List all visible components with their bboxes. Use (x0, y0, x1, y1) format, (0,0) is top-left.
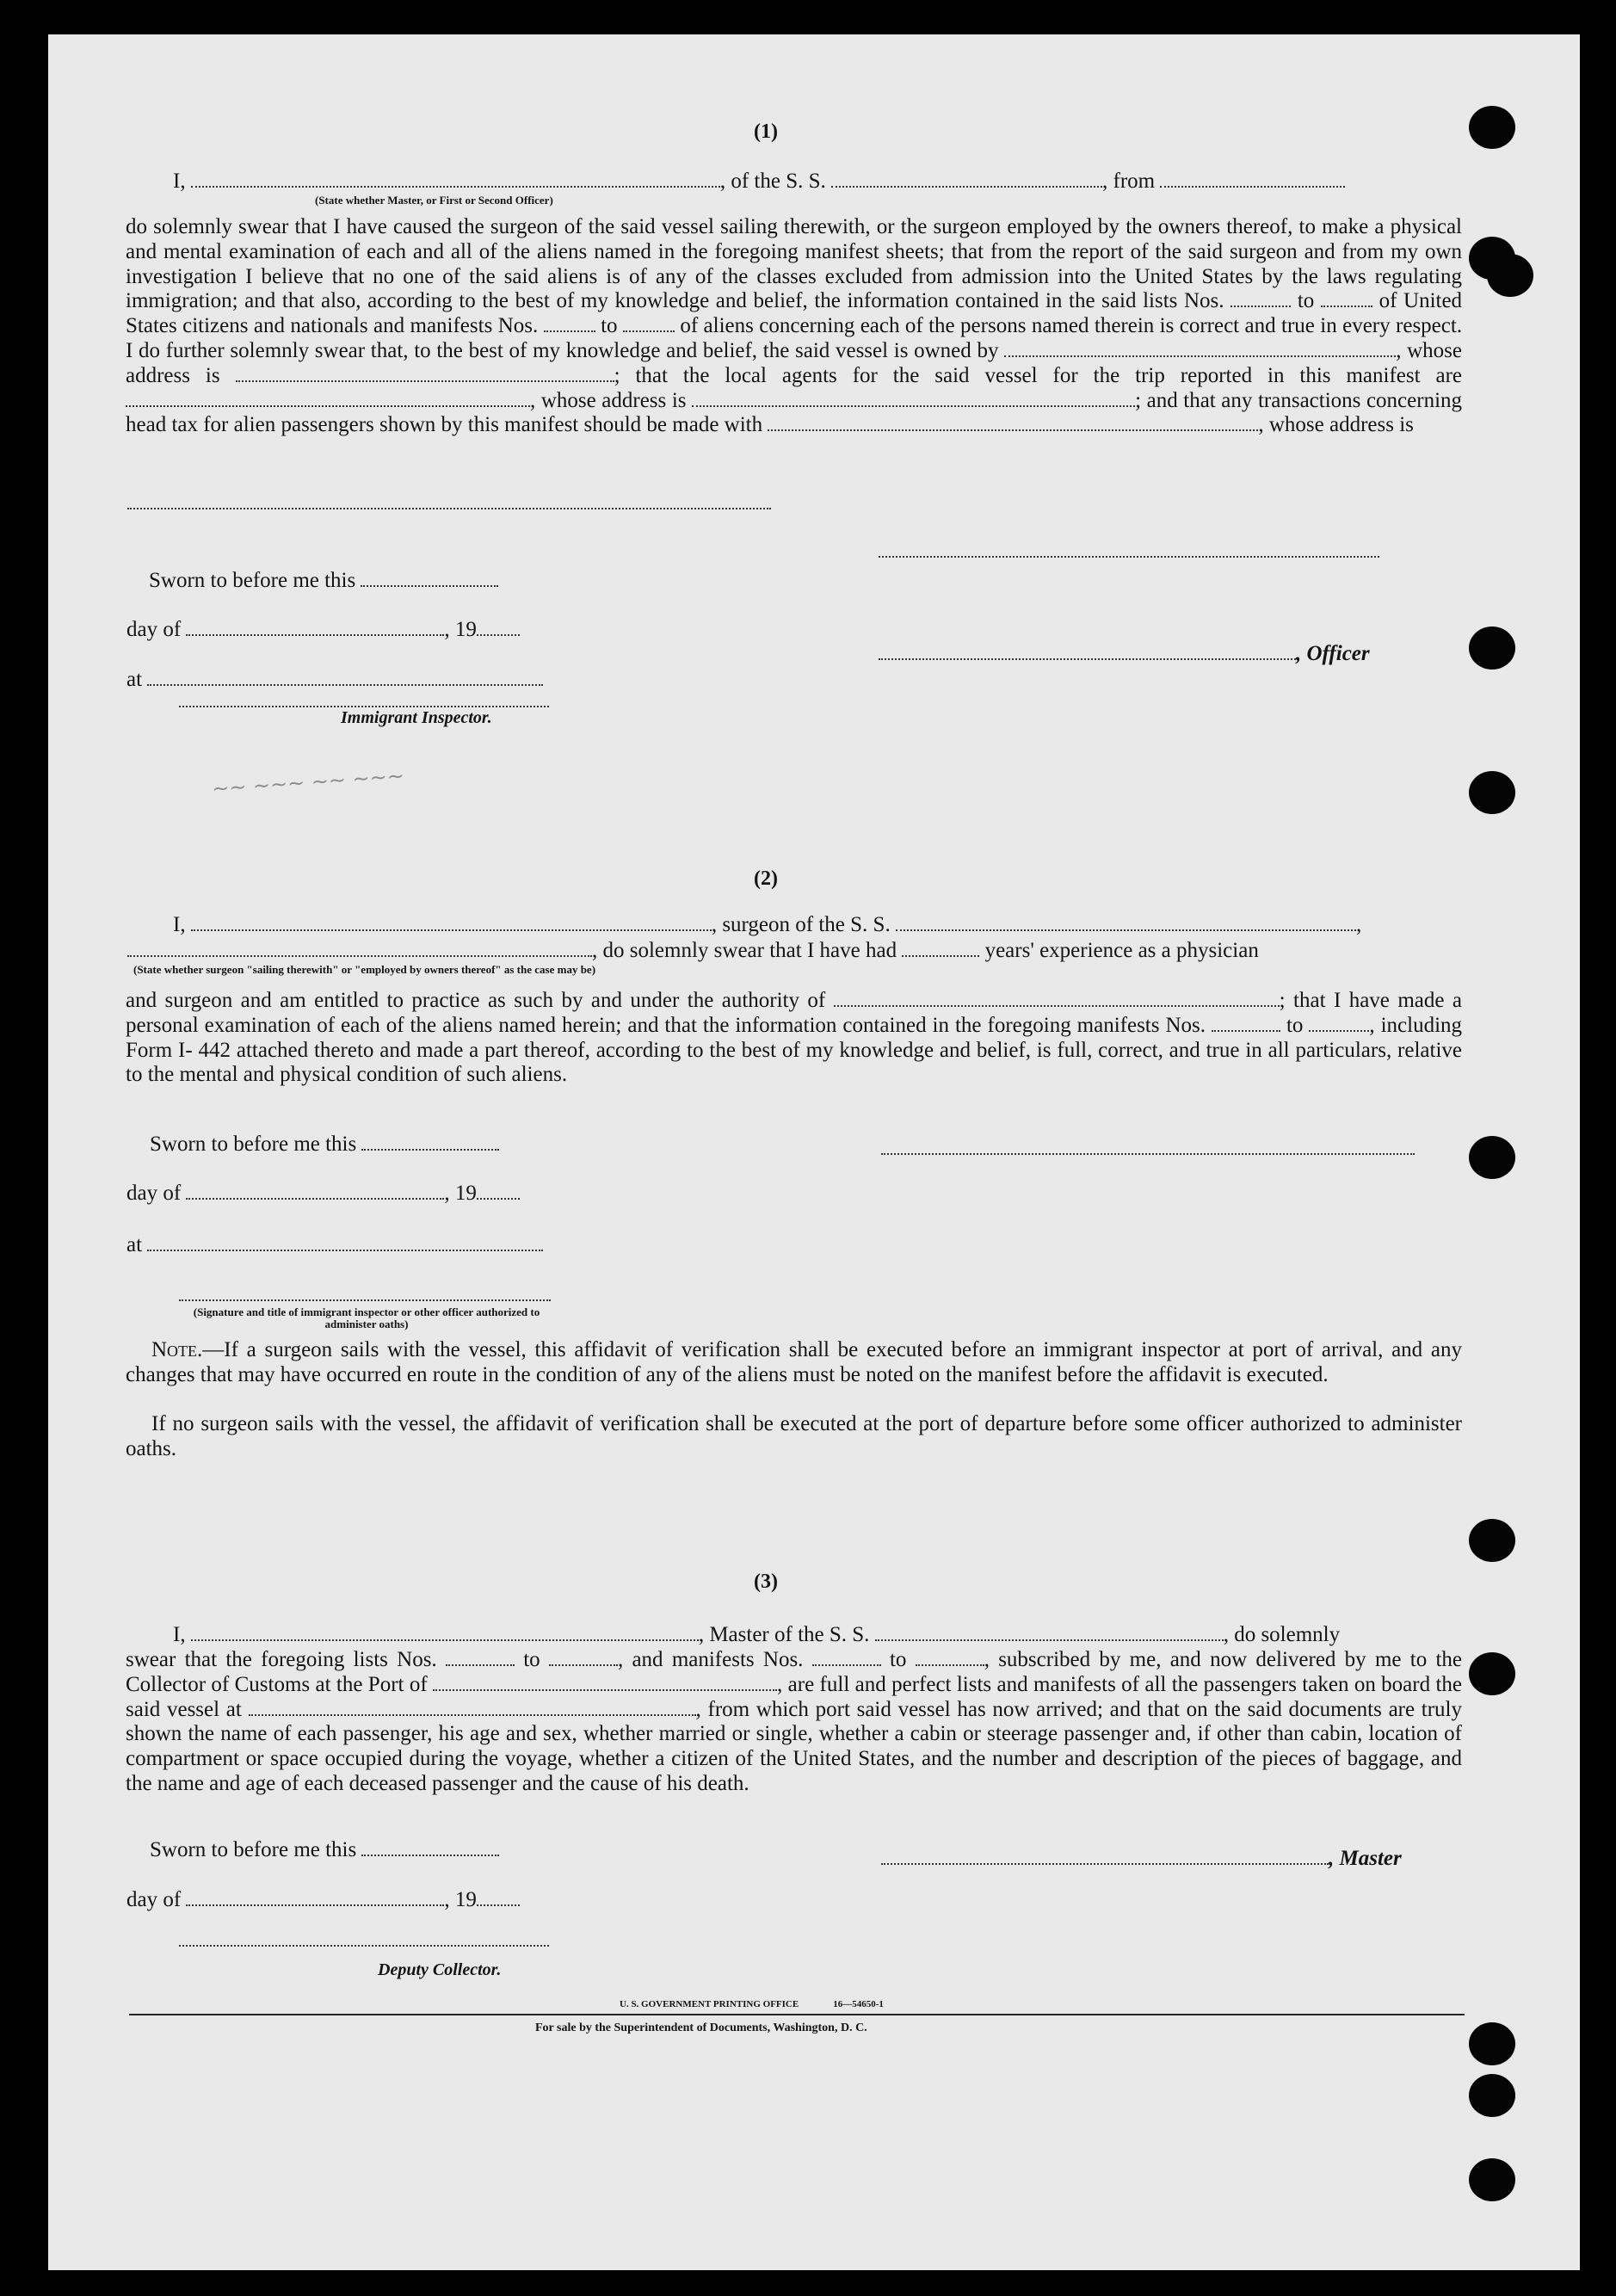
master-line: , Master (881, 1846, 1402, 1872)
punch-hole (1469, 2074, 1515, 2117)
sec1-i: I, (173, 170, 186, 193)
master-signature-field[interactable] (881, 1848, 1329, 1865)
sec1-head-tax: ; and that any transactions concerning head tax for alien (126, 388, 1463, 437)
sec1-day-field[interactable] (186, 619, 444, 636)
owner-address-field[interactable] (236, 365, 614, 382)
from-port-field[interactable] (1160, 170, 1345, 188)
section-1-number: (1) (754, 120, 778, 143)
lists-to-field[interactable] (1321, 290, 1372, 307)
sec1-sworn-date-field[interactable] (361, 570, 498, 587)
sec2-oath-line: I, , surgeon of the S. S. , (173, 913, 1362, 936)
section-3-number: (3) (754, 1571, 778, 1593)
section-2-number: (2) (754, 867, 778, 890)
gpo-imprint: U. S. GOVERNMENT PRINTING OFFICE 16—54650-1 (620, 1999, 884, 2009)
sec2-inspector-signature-field[interactable] (179, 1299, 551, 1301)
sec3-year-field[interactable] (477, 1889, 520, 1906)
deputy-signature-field[interactable] (179, 1945, 549, 1947)
surgeon-signature-field[interactable] (881, 1153, 1415, 1155)
head-tax-address-field[interactable] (127, 508, 771, 509)
deputy-label: Deputy Collector. (378, 1960, 502, 1979)
sec1-passengers: passengers shown by this manifest should be made with (281, 413, 763, 437)
sec1-year-field[interactable] (477, 619, 520, 636)
sec3-lists-to-field[interactable] (549, 1649, 618, 1666)
sec2-ship-field[interactable] (896, 914, 1356, 931)
sec1-whose-address-end: , whose address is (1258, 413, 1414, 437)
head-tax-agent-field[interactable] (768, 414, 1258, 431)
officer-hint: (State whether Master, or First or Second Officer) (315, 194, 553, 207)
sec1-of-ss: , of the S. S. (719, 170, 826, 193)
sec2-day-of: day of , 19 (126, 1181, 520, 1207)
sec1-citizens: of United States citizens and nationals and manifests Nos. (126, 289, 1463, 338)
sec1-owned-by: the said vessel is owned by (762, 338, 999, 362)
sec3-sworn: Sworn to before me this (150, 1837, 499, 1863)
sec1-at: at (126, 667, 543, 693)
footer-rule (129, 2014, 1465, 2015)
note-2: If no surgeon sails with the vessel, the affidavit of verification shall be executed at the port of departure before some officer authorized to administer oaths. (126, 1412, 1462, 1460)
sec2-sworn: Sworn to before me this (150, 1132, 499, 1157)
punch-hole (1469, 1136, 1515, 1179)
sec1-body: do solemnly swear that I have caused the surgeon of the said vessel sailing therewith, or the surgeon employed by the owners thereof, to make a physical and mental examination of each and all of the aliens named in the foregoing manifest sheets; that from the report of the said surgeon and from my own investigation I believe that no one of the said aliens is of any of the classes excluded from admission into the United States by the laws regulating immigration; and that also, according to the best of my knowledge and belief, the information contained in the said lists Nos. to of United States citizens and nationals and manifests Nos. to of aliens concerning each of the persons named therein is correct and true in every respect. I do further solemnly swear that, to the best of my knowledge and belief, the said vessel is owned by , whose address is ; that the local agents for the said vessel for the trip reported in this manifest are , whose address is ; and that any transactions concerning head tax for alien passengers shown by this manifest should be made with , whose address is (126, 215, 1463, 437)
boarding-port-field[interactable] (249, 1699, 696, 1716)
sec1-therein: therein is correct and true in every respect. I do further solemnly swear that, to the best of my knowledge and belief, (126, 314, 1463, 362)
punch-hole (1469, 626, 1515, 670)
sec2-years-line: , do solemnly swear that I have had years' experience as a physician (127, 938, 1259, 964)
sec2-sig-hint: (Signature and title of immigrant inspector or other officer authorized to administer oaths) (193, 1305, 540, 1330)
note-text: —If a surgeon sails with the vessel, this affidavit of verification shall be executed before an immigrant inspector at port of arrival, and any changes that may have occurred en route in the condition of any of the aliens must be noted on the manifest before the affidavit is executed. (126, 1338, 1462, 1386)
port-field[interactable] (433, 1674, 777, 1691)
officer-name-field[interactable] (191, 170, 720, 188)
sec1-agent-address-label: whose address is (540, 388, 687, 412)
ship-name-field[interactable] (831, 170, 1102, 188)
sec1-to-2: to (601, 314, 618, 338)
sec2-sworn-date-field[interactable] (361, 1133, 499, 1151)
lists-from-field[interactable] (1231, 290, 1291, 307)
sec1-aliens-each: of aliens concerning each of the persons named (680, 314, 1089, 338)
sec3-ship-field[interactable] (875, 1624, 1224, 1641)
sec1-local-agents: that the local agents for the said vessel for the trip reported in this manifest are (635, 363, 1463, 387)
manifests-to-field[interactable] (623, 315, 675, 332)
sec3-lists-from-field[interactable] (446, 1649, 515, 1666)
punch-hole (1469, 106, 1515, 149)
agent-address-field[interactable] (692, 390, 1135, 407)
years-experience-field[interactable] (902, 940, 979, 957)
sec2-from-field[interactable] (1212, 1015, 1280, 1032)
punch-hole (1469, 1652, 1515, 1695)
punch-hole (1487, 254, 1533, 297)
sec1-at-field[interactable] (147, 669, 543, 686)
form-page (48, 34, 1580, 2270)
officer-line: , Officer (879, 641, 1370, 667)
punch-hole (1469, 2022, 1515, 2065)
sec1-body-text: do solemnly swear that I have caused the surgeon of the said vessel sailing therewith, or the surgeon employed by the owners thereof, to make a physical and mental examination of each and all of the aliens named in the foregoing manifest sheets; that from the report of the said surgeon and from my own investigation I believe that no one of the said aliens is of any of the classes excluded from admission into the United States by the laws regulating immigration; and that also, according to the best of my knowledge and belief, the information contained in the said lists Nos. (126, 215, 1462, 313)
sec2-to-field[interactable] (1309, 1015, 1369, 1032)
surgeon-status-field[interactable] (127, 940, 592, 957)
inspector-signature-field[interactable] (179, 706, 549, 707)
sec3-day-of: day of , 19 (126, 1887, 520, 1913)
punch-hole (1469, 2158, 1515, 2201)
manifests-from-field[interactable] (544, 315, 595, 332)
sec3-sworn-date-field[interactable] (361, 1839, 499, 1856)
sec3-manifests-from-field[interactable] (812, 1649, 881, 1666)
surgeon-hint: (State whether surgeon "sailing therewith" or "employed by owners thereof" as the case may be) (133, 963, 596, 976)
officer-signature-field[interactable] (879, 556, 1379, 558)
sale-notice: For sale by the Superintendent of Documents, Washington, D. C. (535, 2021, 867, 2034)
sec3-manifests-to-field[interactable] (916, 1649, 984, 1666)
sec2-day-field[interactable] (186, 1182, 444, 1200)
punch-hole (1469, 1519, 1515, 1562)
sec1-to: to (1297, 289, 1315, 313)
sec3-day-field[interactable] (186, 1889, 444, 1906)
sec1-sworn: Sworn to before me this (149, 568, 498, 594)
master-name-field[interactable] (191, 1624, 699, 1641)
faint-annotation: ~~ ~~~ ~~ ~~~ (211, 763, 405, 801)
sec1-day-of: day of , 19 (126, 617, 520, 643)
sec2-year-field[interactable] (477, 1182, 520, 1200)
local-agents-field[interactable] (126, 390, 530, 407)
surgeon-name-field[interactable] (191, 914, 712, 931)
sec1-whose-address: , whose address is (126, 338, 1463, 387)
sec1-oath-line (173, 169, 1345, 194)
note-label: Note. (151, 1338, 203, 1361)
authority-field[interactable] (834, 990, 1280, 1007)
sec3-body: swear that the foregoing lists Nos. to , and manifests Nos. to , subscribed by me, and now delivered by me to the Collector of Customs at the Port of , are full and perfect lists and manifests of all the passengers taken on board the said vessel at , from which port said vessel has now arrived; and that on the said documents are truly shown the name of each passenger, his age and sex, whether married or single, whether a cabin or steerage passenger and, if other than cabin, location of compartment or space occupied during the voyage, whether a citizen of the United States, and the number and description of the pieces of baggage, and the name and age of each deceased passenger and the cause of his death. (126, 1648, 1463, 1795)
note (126, 1338, 1462, 1388)
sec3-oath-line: I, , Master of the S. S. , do solemnly (173, 1623, 1341, 1646)
punch-hole (1469, 771, 1515, 814)
sec2-at-field[interactable] (147, 1234, 543, 1251)
sec2-at: at (126, 1232, 543, 1258)
sec1-from: , from (1102, 170, 1156, 193)
officer-title-field[interactable] (879, 643, 1296, 660)
sec2-body: and surgeon and am entitled to practice as such by and under the authority of ; that I have made a personal examination of each of the aliens named herein; and that the information contained in the foregoing manifests Nos. to , including Form I- 442 attached thereto and made a part thereof, according to the best of my knowledge and belief, is full, correct, and true in all particulars, relative to the mental and physical condition of such aliens. (126, 989, 1463, 1087)
owner-field[interactable] (1004, 340, 1396, 357)
inspector-label: Immigrant Inspector. (341, 708, 492, 727)
